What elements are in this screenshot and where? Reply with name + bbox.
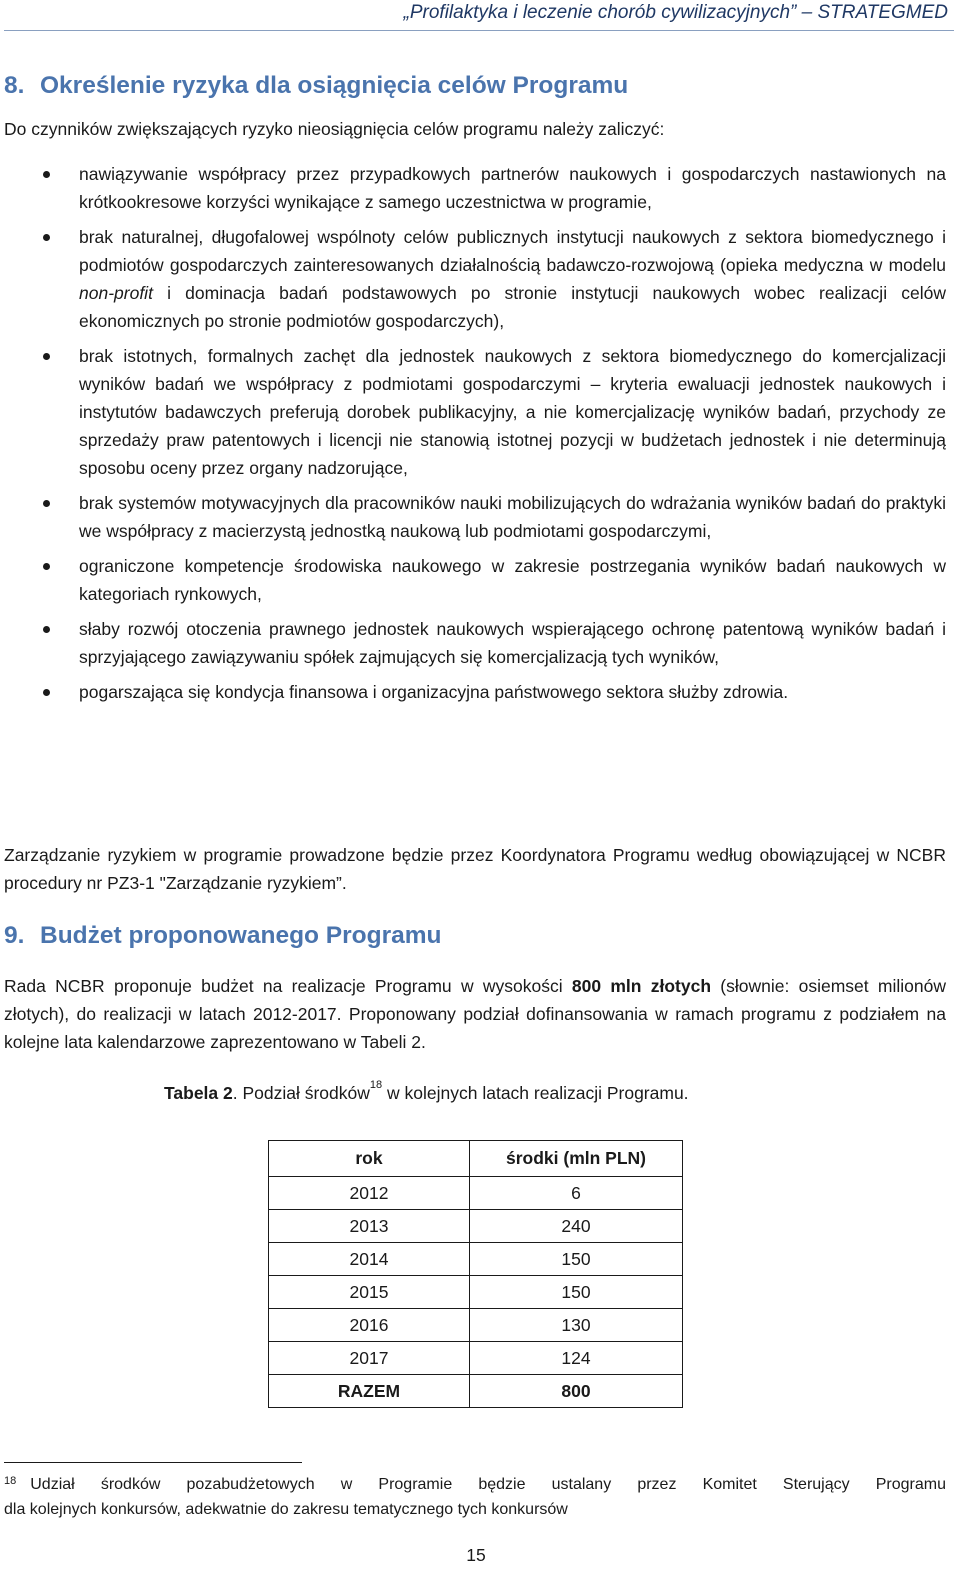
budget-paragraph (4, 972, 946, 1056)
table-cell-amount: 124 (470, 1342, 683, 1375)
table-header-row (269, 1141, 683, 1177)
footnote (4, 1472, 946, 1522)
section-9-number: 9. (4, 922, 25, 949)
list-item-text: ograniczone kompetencje środowiska naukowego w zakresie postrzegania wyników badań naukowych w kategoriach rynkowych, (79, 556, 946, 604)
section-8-title: Określenie ryzyka dla osiągnięcia celów Programu (40, 72, 629, 99)
section-9-heading (4, 922, 442, 950)
section-9-title: Budżet proponowanego Programu (40, 922, 442, 949)
table-total-row (269, 1375, 683, 1408)
table-cell-total-label: RAZEM (269, 1375, 470, 1408)
bullet-icon (43, 171, 50, 178)
list-item-text: nawiązywanie współpracy przez przypadkowych partnerów naukowych i gospodarczych nastawionych na krótkookresowe korzyści wynikające z samego uczestnictwa w programie, (79, 164, 946, 212)
table-cell-amount: 240 (470, 1210, 683, 1243)
footnote-text: Udział środków pozabudżetowych w Programie będzie ustalany przez Komitet Sterujący Programu (30, 1476, 946, 1493)
list-item-text: brak istotnych, formalnych zachęt dla jednostek naukowych z sektora biomedycznego do komercjalizacji wyników badań we współpracy z podmiotami gospodarczymi – kryteria ewaluacji jednostek naukowych i instytutów badawczych preferują dorobek publikacyjny, a nie komercjalizację wyników badań, przychody ze sprzedaży praw patentowych i licencji nie stanowią istotnej pozycji w budżetach jednostek i nie determinują sposobu oceny przez organy nadzorujące, (79, 346, 946, 478)
table-cell-year: 2012 (269, 1177, 470, 1210)
table-row (269, 1210, 683, 1243)
table-caption-text: w kolejnych latach realizacji Programu. (382, 1083, 689, 1103)
budget-text-part: Rada NCBR proponuje budżet na realizacje Programu w wysokości (4, 976, 572, 996)
page-number: 15 (466, 1545, 486, 1565)
section-8-number: 8. (4, 72, 25, 99)
list-item-text (79, 223, 946, 335)
table-row (269, 1243, 683, 1276)
table-row (269, 1276, 683, 1309)
budget-amount: 800 mln złotych (571, 976, 712, 996)
list-item (0, 160, 946, 216)
table-cell-amount: 150 (470, 1276, 683, 1309)
list-item (0, 489, 946, 545)
bullet-icon (43, 234, 50, 241)
section-8-heading (4, 72, 628, 100)
column-header-srodki: środki (mln PLN) (470, 1141, 683, 1177)
risk-factor-list (0, 160, 946, 713)
running-header: „Profilaktyka i leczenie chorób cywilizacyjnych” – STRATEGMED (403, 2, 948, 23)
bullet-icon (43, 563, 50, 570)
footnote-separator (4, 1462, 302, 1463)
table-caption-text: . Podział środków (232, 1083, 370, 1103)
table-cell-year: 2014 (269, 1243, 470, 1276)
list-item-text: słaby rozwój otoczenia prawnego jednostek naukowych wspierającego ochronę patentową wyników badań i sprzyjającego zawiązywaniu spółek zajmujących się komercjalizacją tych wyników, (79, 619, 946, 667)
table-row (269, 1342, 683, 1375)
list-item (0, 678, 946, 706)
bullet-icon (43, 689, 50, 696)
list-item (0, 552, 946, 608)
table-cell-total-amount: 800 (470, 1375, 683, 1408)
table-cell-year: 2015 (269, 1276, 470, 1309)
bullet-icon (43, 500, 50, 507)
list-item (0, 615, 946, 671)
footnote-line (4, 1472, 946, 1497)
bullet-icon (43, 353, 50, 360)
budget-table (268, 1140, 683, 1408)
non-profit-term: non-profit (79, 283, 153, 303)
table-cell-year: 2013 (269, 1210, 470, 1243)
footnote-mark: 18 (4, 1475, 17, 1487)
budget-text-part: (słownie: osiemset milionów złotych), do realizacji w latach 2012-2017. Proponowany podział dofinansowania w ramach programu z podziałem na kolejne lata kalendarzowe zaprezentowano w Tabeli 2. (4, 976, 946, 1052)
table-caption (164, 1079, 689, 1104)
table-cell-year: 2016 (269, 1309, 470, 1342)
table-row (269, 1309, 683, 1342)
list-item (0, 223, 946, 335)
list-item-text: pogarszająca się kondycja finansowa i organizacyjna państwowego sektora służby zdrowia. (79, 682, 789, 702)
list-item-text: brak systemów motywacyjnych dla pracowników nauki mobilizujących do wdrażania wyników badań do praktyki we współpracy z macierzystą jednostką naukową lub podmiotami gospodarczymi, (79, 493, 946, 541)
table-cell-amount: 130 (470, 1309, 683, 1342)
table-caption-label: Tabela 2 (164, 1083, 233, 1103)
column-header-rok: rok (269, 1141, 470, 1177)
bullet-icon (43, 626, 50, 633)
table-cell-amount: 6 (470, 1177, 683, 1210)
footnote-text: dla kolejnych konkursów, adekwatnie do zakresu tematycznego tych konkursów (4, 1501, 568, 1518)
list-item (0, 342, 946, 482)
table-row (269, 1177, 683, 1210)
header-rule (4, 30, 954, 31)
section-8-intro: Do czynników zwiększających ryzyko nieosiągnięcia celów programu należy zaliczyć: (4, 119, 665, 139)
list-item-text-part: i dominacja badań podstawowych po stronie instytucji naukowych wobec realizacji celów ekonomicznych po stronie podmiotów gospodarczych), (79, 283, 946, 331)
table-cell-year: 2017 (269, 1342, 470, 1375)
list-item-text-part: brak naturalnej, długofalowej wspólnoty celów publicznych instytucji naukowych z sektora biomedycznego i podmiotów gospodarczych zainteresowanych działalnością badawczo-rozwojową (opieka medyczna w modelu (79, 227, 946, 275)
table-cell-amount: 150 (470, 1243, 683, 1276)
risk-management-paragraph: Zarządzanie ryzykiem w programie prowadzone będzie przez Koordynatora Programu według obowiązującej w NCBR procedury nr PZ3-1 "Zarządzanie ryzykiem”. (4, 845, 946, 893)
footnote-reference: 18 (369, 1079, 383, 1091)
